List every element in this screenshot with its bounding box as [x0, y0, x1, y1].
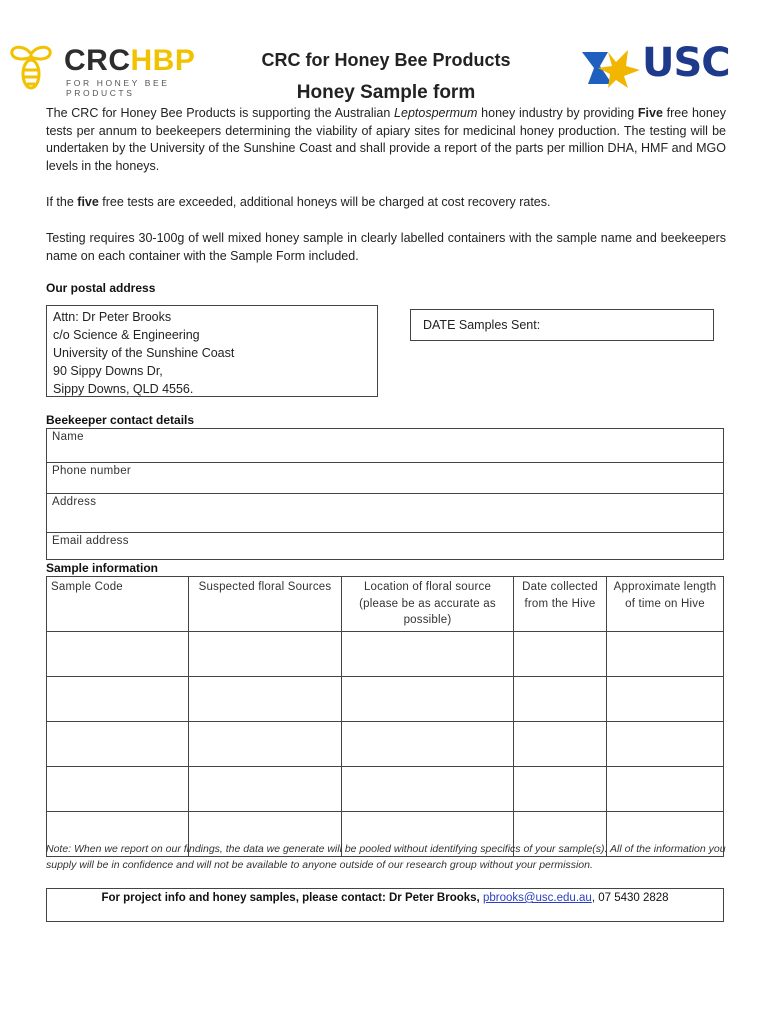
phone-field[interactable]: [47, 463, 724, 494]
table-cell[interactable]: [189, 676, 342, 721]
col-floral-sources: Suspected floral Sources: [189, 577, 342, 632]
phone-number: , 07 5430 2828: [591, 892, 669, 904]
name-field[interactable]: [47, 429, 724, 463]
table-cell[interactable]: [47, 721, 189, 766]
table-cell[interactable]: [189, 766, 342, 811]
table-cell[interactable]: [607, 676, 724, 721]
bee-icon: [6, 44, 56, 92]
crchbp-tagline: FOR HONEY BEE PRODUCTS: [66, 78, 170, 98]
privacy-note: Note: When we report on our findings, the data we generate will be pooled without identifying specifics of your sample(s). All of the information you supply will be in confidence and will not be available to anyone outside of our research group without your permission.: [46, 843, 726, 871]
table-cell[interactable]: [607, 631, 724, 676]
table-cell[interactable]: [514, 721, 607, 766]
intro-paragraph-2: If the five free tests are exceeded, additional honeys will be charged at cost recovery rates.: [46, 195, 551, 209]
contact-heading: Beekeeper contact details: [46, 413, 195, 427]
date-samples-sent-field[interactable]: [410, 309, 714, 341]
phone-label: Phone number: [52, 465, 132, 477]
sample-info-table: [46, 576, 724, 857]
intro-paragraph-1: The CRC for Honey Bee Products is supporting the Australian Leptospermum honey industry by providing Five free honey tests per annum to beekeepers determining the viability of apiary sites for medicinal honey production. The testing will be undertaken by the University of the Sunshine Coast and shall provide a report of the parts per million DHA, HMF and MGO levels in the honeys.: [46, 106, 727, 173]
contact-info-box: [46, 888, 724, 922]
date-samples-sent-label: DATE Samples Sent:: [423, 318, 541, 332]
col-time-on-hive: Approximate length of time on Hive: [607, 577, 724, 632]
table-cell[interactable]: [47, 766, 189, 811]
table-cell[interactable]: [47, 676, 189, 721]
table-cell[interactable]: [189, 721, 342, 766]
table-cell[interactable]: [607, 721, 724, 766]
form-title: Honey Sample form: [296, 82, 476, 103]
address-line: Attn: Dr Peter Brooks: [53, 310, 172, 324]
address-line: University of the Sunshine Coast: [53, 346, 235, 360]
postal-heading: Our postal address: [46, 281, 156, 295]
table-row: [47, 676, 724, 721]
form-org-title: CRC for Honey Bee Products: [261, 50, 511, 70]
table-cell[interactable]: [47, 631, 189, 676]
table-cell[interactable]: [514, 766, 607, 811]
address-line: Sippy Downs, QLD 4556.: [53, 382, 194, 396]
address-line: c/o Science & Engineering: [53, 328, 200, 342]
table-cell[interactable]: [514, 676, 607, 721]
contact-info-text: For project info and honey samples, please contact: Dr Peter Brooks, pbrooks@usc.edu.au, 07 5430 2828: [101, 892, 669, 904]
address-label: Address: [52, 496, 97, 508]
table-cell[interactable]: [342, 721, 514, 766]
address-field[interactable]: [47, 494, 724, 533]
table-cell[interactable]: [514, 631, 607, 676]
col-location: Location of floral source (please be as accurate as possible): [342, 577, 514, 632]
table-row: [47, 631, 724, 676]
samples-heading: Sample information: [46, 561, 159, 575]
usc-emblem-icon: [582, 48, 640, 88]
email-field[interactable]: [47, 533, 724, 560]
table-cell[interactable]: [342, 766, 514, 811]
table-cell[interactable]: [189, 631, 342, 676]
col-date-collected: Date collected from the Hive: [514, 577, 607, 632]
intro-paragraph-3: Testing requires 30-100g of well mixed honey sample in clearly labelled containers with the sample name and beekeepers name on each container with the Sample Form included.: [46, 231, 726, 263]
email-label: Email address: [52, 535, 129, 547]
name-label: Name: [52, 431, 84, 443]
contact-details-table: [46, 428, 724, 560]
crchbp-logo: [6, 44, 216, 98]
table-cell[interactable]: [342, 631, 514, 676]
table-row: [47, 721, 724, 766]
col-sample-code: Sample Code: [47, 577, 189, 632]
crchbp-wordmark: CRCHBP: [64, 44, 196, 77]
email-link[interactable]: pbrooks@usc.edu.au: [482, 892, 592, 904]
usc-logo: [582, 40, 748, 88]
address-line: 90 Sippy Downs Dr,: [53, 364, 163, 378]
table-cell[interactable]: [342, 676, 514, 721]
table-cell[interactable]: [607, 766, 724, 811]
postal-address-box: [46, 305, 378, 397]
usc-wordmark: USC: [642, 40, 730, 86]
table-row: [47, 766, 724, 811]
